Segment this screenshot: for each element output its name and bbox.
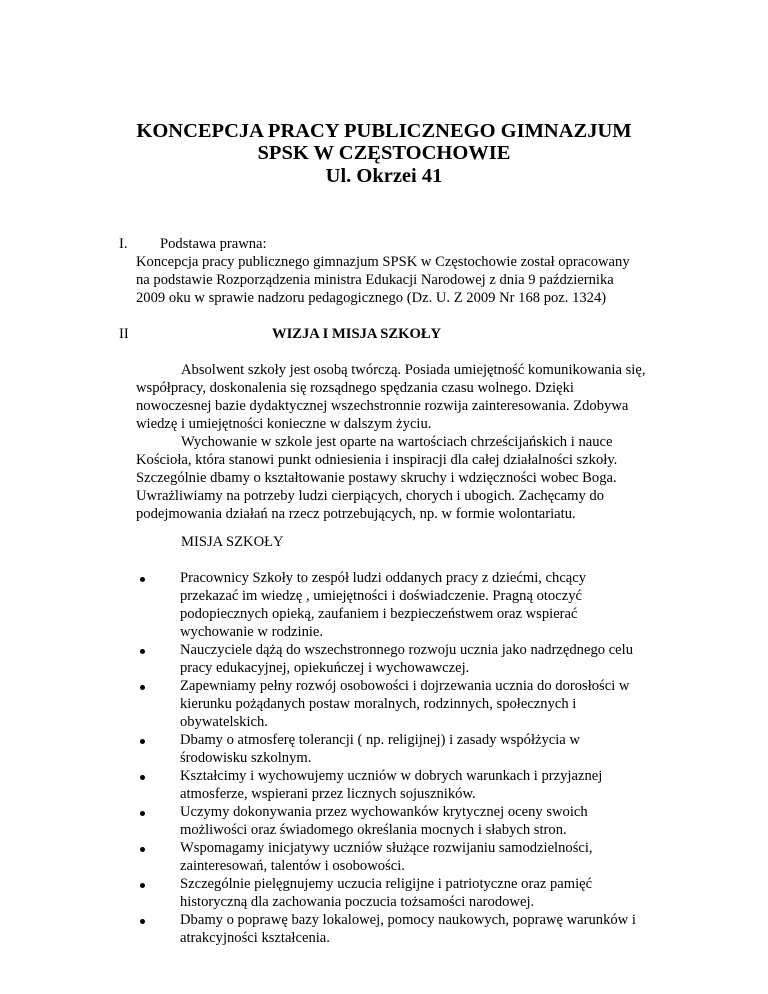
mission-list <box>136 569 636 947</box>
mission-item-line: przekazać im wiedzę , umiejętności i doświadczenie. Pragną otoczyć <box>180 588 582 604</box>
document-title-line-1: KONCEPCJA PRACY PUBLICZNEGO GIMNAZJUM <box>136 120 632 142</box>
mission-list-item <box>136 839 636 875</box>
mission-item-line: obywatelskich. <box>180 714 268 730</box>
paragraph-2-line: Kościoła, która stanowi punkt odniesienia i inspiracji dla całej działalności szkoły. <box>136 452 618 468</box>
bullet-dot-icon <box>140 775 145 780</box>
mission-item-line: pracy edukacyjnej, opiekuńczej i wychowawczej. <box>180 660 470 676</box>
section-1-text-line: Koncepcja pracy publicznego gimnazjum SPSK w Częstochowie został opracowany <box>136 254 630 270</box>
mission-item-line: środowisku szkolnym. <box>180 750 312 766</box>
mission-list-item <box>136 803 636 839</box>
document-title-line-3: Ul. Okrzei 41 <box>325 165 443 187</box>
section-2-number: II <box>119 326 129 342</box>
mission-item-line: atrakcyjności kształcenia. <box>180 930 330 946</box>
mission-item-line: Pracownicy Szkoły to zespół ludzi oddanych pracy z dziećmi, chcący <box>180 570 587 586</box>
mission-list-item <box>136 731 636 767</box>
mission-heading: MISJA SZKOŁY <box>181 534 284 550</box>
paragraph-1-line: nowoczesnej bazie dydaktycznej wszechstronnie rozwija zainteresowania. Zdobywa <box>136 398 629 414</box>
section-2-heading: WIZJA I MISJA SZKOŁY <box>272 326 442 342</box>
mission-item-line: Kształcimy i wychowujemy uczniów w dobrych warunkach i przyjaznej <box>180 768 603 784</box>
mission-item-line: Zapewniamy pełny rozwój osobowości i dojrzewania ucznia do dorosłości w <box>180 678 630 694</box>
mission-item-line: Dbamy o poprawę bazy lokalowej, pomocy naukowych, poprawę warunków i <box>180 912 636 928</box>
mission-item-line: wychowanie w rodzinie. <box>180 624 324 640</box>
section-1-text-line: na podstawie Rozporządzenia ministra Edukacji Narodowej z dnia 9 października <box>136 272 614 288</box>
mission-item-line: zainteresowań, talentów i osobowości. <box>180 858 405 874</box>
mission-item-line: podopiecznych opieką, zaufaniem i bezpieczeństwem oraz wspierać <box>180 606 578 622</box>
paragraph-2-line: Uwrażliwiamy na potrzeby ludzi cierpiących, chorych i ubogich. Zachęcamy do <box>136 488 605 504</box>
document-title-line-2: SPSK W CZĘSTOCHOWIE <box>257 142 511 164</box>
section-1-text-line: 2009 oku w sprawie nadzoru pedagogicznego (Dz. U. Z 2009 Nr 168 poz. 1324) <box>136 290 607 306</box>
mission-item-line: Szczególnie pielęgnujemy uczucia religijne i patriotyczne oraz pamięć <box>180 876 593 892</box>
paragraph-1-line: Absolwent szkoły jest osobą twórczą. Posiada umiejętność komunikowania się, <box>181 362 646 378</box>
section-1-heading: Podstawa prawna: <box>160 236 267 252</box>
section-1-number: I. <box>119 236 128 252</box>
mission-item-line: Nauczyciele dążą do wszechstronnego rozwoju ucznia jako nadrzędnego celu <box>180 642 634 658</box>
mission-item-line: Dbamy o atmosferę tolerancji ( np. religijnej) i zasady współżycia w <box>180 732 580 748</box>
bullet-dot-icon <box>140 847 145 852</box>
mission-list-item <box>136 767 636 803</box>
mission-item-line: Wspomagamy inicjatywy uczniów służące rozwijaniu samodzielności, <box>180 840 593 856</box>
bullet-dot-icon <box>140 577 145 582</box>
paragraph-2-line: Szczególnie dbamy o kształtowanie postawy skruchy i wdzięczności wobec Boga. <box>136 470 617 486</box>
mission-list-item <box>136 911 636 947</box>
mission-item-line: historyczną dla zachowania poczucia tożsamości narodowej. <box>180 894 535 910</box>
mission-list-item <box>136 641 636 677</box>
mission-list-item <box>136 569 636 641</box>
mission-list-item <box>136 677 636 731</box>
mission-item-line: możliwości oraz świadomego określania mocnych i słabych stron. <box>180 822 567 838</box>
bullet-dot-icon <box>140 739 145 744</box>
mission-item-line: kierunku pożądanych postaw moralnych, rodzinnych, społecznych i <box>180 696 577 712</box>
mission-item-line: Uczymy dokonywania przez wychowanków krytycznej oceny swoich <box>180 804 588 820</box>
mission-item-line: atmosferze, wspierani przez licznych sojuszników. <box>180 786 476 802</box>
bullet-dot-icon <box>140 919 145 924</box>
paragraph-2-line: Wychowanie w szkole jest oparte na wartościach chrześcijańskich i nauce <box>181 434 613 450</box>
bullet-dot-icon <box>140 811 145 816</box>
paragraph-2-line: podejmowania działań na rzecz potrzebujących, np. w formie wolontariatu. <box>136 506 576 522</box>
bullet-dot-icon <box>140 649 145 654</box>
paragraph-1-line: współpracy, doskonalenia się rozsądnego spędzania czasu wolnego. Dzięki <box>136 380 574 396</box>
bullet-dot-icon <box>140 685 145 690</box>
paragraph-1-line: wiedzę i umiejętności konieczne w dalszym życiu. <box>136 416 432 432</box>
bullet-dot-icon <box>140 883 145 888</box>
mission-list-item <box>136 875 636 911</box>
